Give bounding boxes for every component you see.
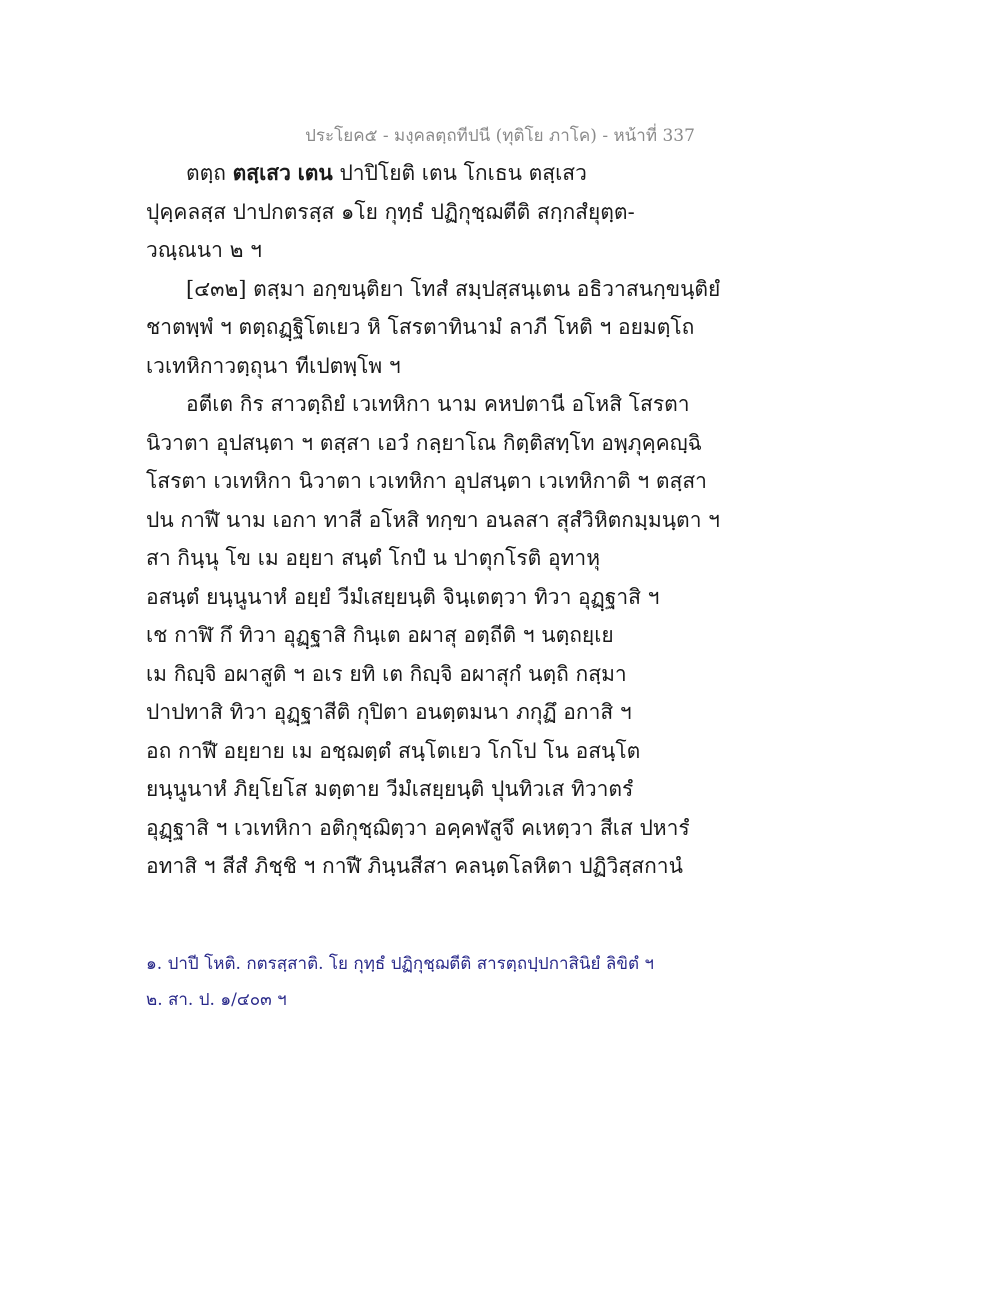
page-header <box>0 122 1000 149</box>
text-line: ปุคฺคลสฺส ปาปกตรสฺส ๑โย กุทฺธํ ปฏิกุชฺฌตีติ สกฺกสํยุตฺต- <box>146 199 635 224</box>
text-line-1-pre: ตตฺถ <box>186 161 233 185</box>
text-line: อตีเต กิร สาวตฺถิยํ เวเทหิกา นาม คหปตานี อโหสิ โสรตา <box>186 392 690 416</box>
footnotes <box>146 952 746 1024</box>
text-line: อทาสิ ฯ สีสํ ภิชฺชิ ฯ กาฬี ภินฺนสีสา คลนฺตโลหิตา ปฏิวิสฺสกานํ <box>146 854 683 878</box>
text-line: เช กาฬิ กึ ทิวา อุฏฺฐาสิ กินฺเต อผาสุ อตฺถีติ ฯ นตฺถยฺเย <box>146 623 614 647</box>
text-line-1 <box>146 158 706 197</box>
text-line: โสรตา เวเทหิกา นิวาตา เวเทหิกา อุปสนฺตา เวเทหิกาติ ฯ ตสฺสา <box>146 469 707 493</box>
footnote-2: ๒. สา. ป. ๑/๔๐๓ ฯ <box>146 990 287 1010</box>
footnote-1: ๑. ปาปี โหติ. กตรสฺสาติ. โย กุทฺธํ ปฏิกุชฺฌตีติ สารตฺถปฺปกาสินิยํ ลิขิตํ ฯ <box>146 954 654 974</box>
bold-word-a: ตสฺเสว <box>232 160 291 185</box>
text-line: เวเทหิกาวตฺถุนา ทีเปตพฺโพ ฯ <box>146 353 401 378</box>
bold-word-b: เตน <box>297 160 333 185</box>
text-line: อสนฺตํ ยนฺนูนาหํ อยฺยํ วีมํเสยฺยนฺติ จินฺเตตฺวา ทิวา อุฏฺฐาสิ ฯ <box>146 584 660 609</box>
text-line: ชาตพฺพํ ฯ ตตฺถฏฺฐิโตเยว หิ โสรตาทินามํ ลาภี โหติ ฯ อยมตฺโถ <box>146 315 695 339</box>
page-header-text: ประโยค๕ - มงฺคลตฺถทีปนี (ทุติโย ภาโค) - หน้าที่ 337 <box>305 126 695 146</box>
text-line: อุฏฺฐาสิ ฯ เวเทหิกา อติกุชฺฌิตฺวา อคฺคฬสูจึ คเหตฺวา สีเส ปหารํ <box>146 815 690 840</box>
text-line: ปน กาฬี นาม เอกา ทาสี อโหสิ ทกฺขา อนลสา สุสํวิหิตกมฺมนฺตา ฯ <box>146 507 720 532</box>
text-line: ปาปทาสิ ทิวา อุฏฺฐาสีติ กุปิตา อนตฺตมนา ภกุฏึ อกาสิ ฯ <box>146 700 632 724</box>
text-line: ยนฺนูนาหํ ภิยฺโยโส มตฺตาย วีมํเสยฺยนฺติ ปุนทิวเส ทิวาตรํ <box>146 777 634 801</box>
text-line: นิวาตา อุปสนฺตา ฯ ตสฺสา เอวํ กลฺยาโณ กิตฺติสทฺโท อพฺภุคฺคญฺฉิ <box>146 430 702 455</box>
text-line: เม กิญฺจิ อผาสูติ ฯ อเร ยทิ เต กิญฺจิ อผาสุกํ นตฺถิ กสฺมา <box>146 661 627 686</box>
text-line-1-post: ปาปิโยติ เตน โกเธน ตสฺเสว <box>332 161 587 185</box>
text-line: สา กินฺนุ โข เม อยฺยา สนฺตํ โกปํ น ปาตุกโรติ อุทาหุ <box>146 546 601 570</box>
text-line: อถ กาฬี อยฺยาย เม อชฺฌตฺตํ สนฺโตเยว โกโป โน อสนฺโต <box>146 738 641 763</box>
text-line: [๔๓๒] ตสฺมา อกฺขนฺติยา โทสํ สมฺปสฺสนฺเตน อธิวาสนกฺขนฺติยํ <box>186 276 721 301</box>
main-text <box>146 158 721 890</box>
text-line: วณฺณนา ๒ ฯ <box>146 238 262 262</box>
